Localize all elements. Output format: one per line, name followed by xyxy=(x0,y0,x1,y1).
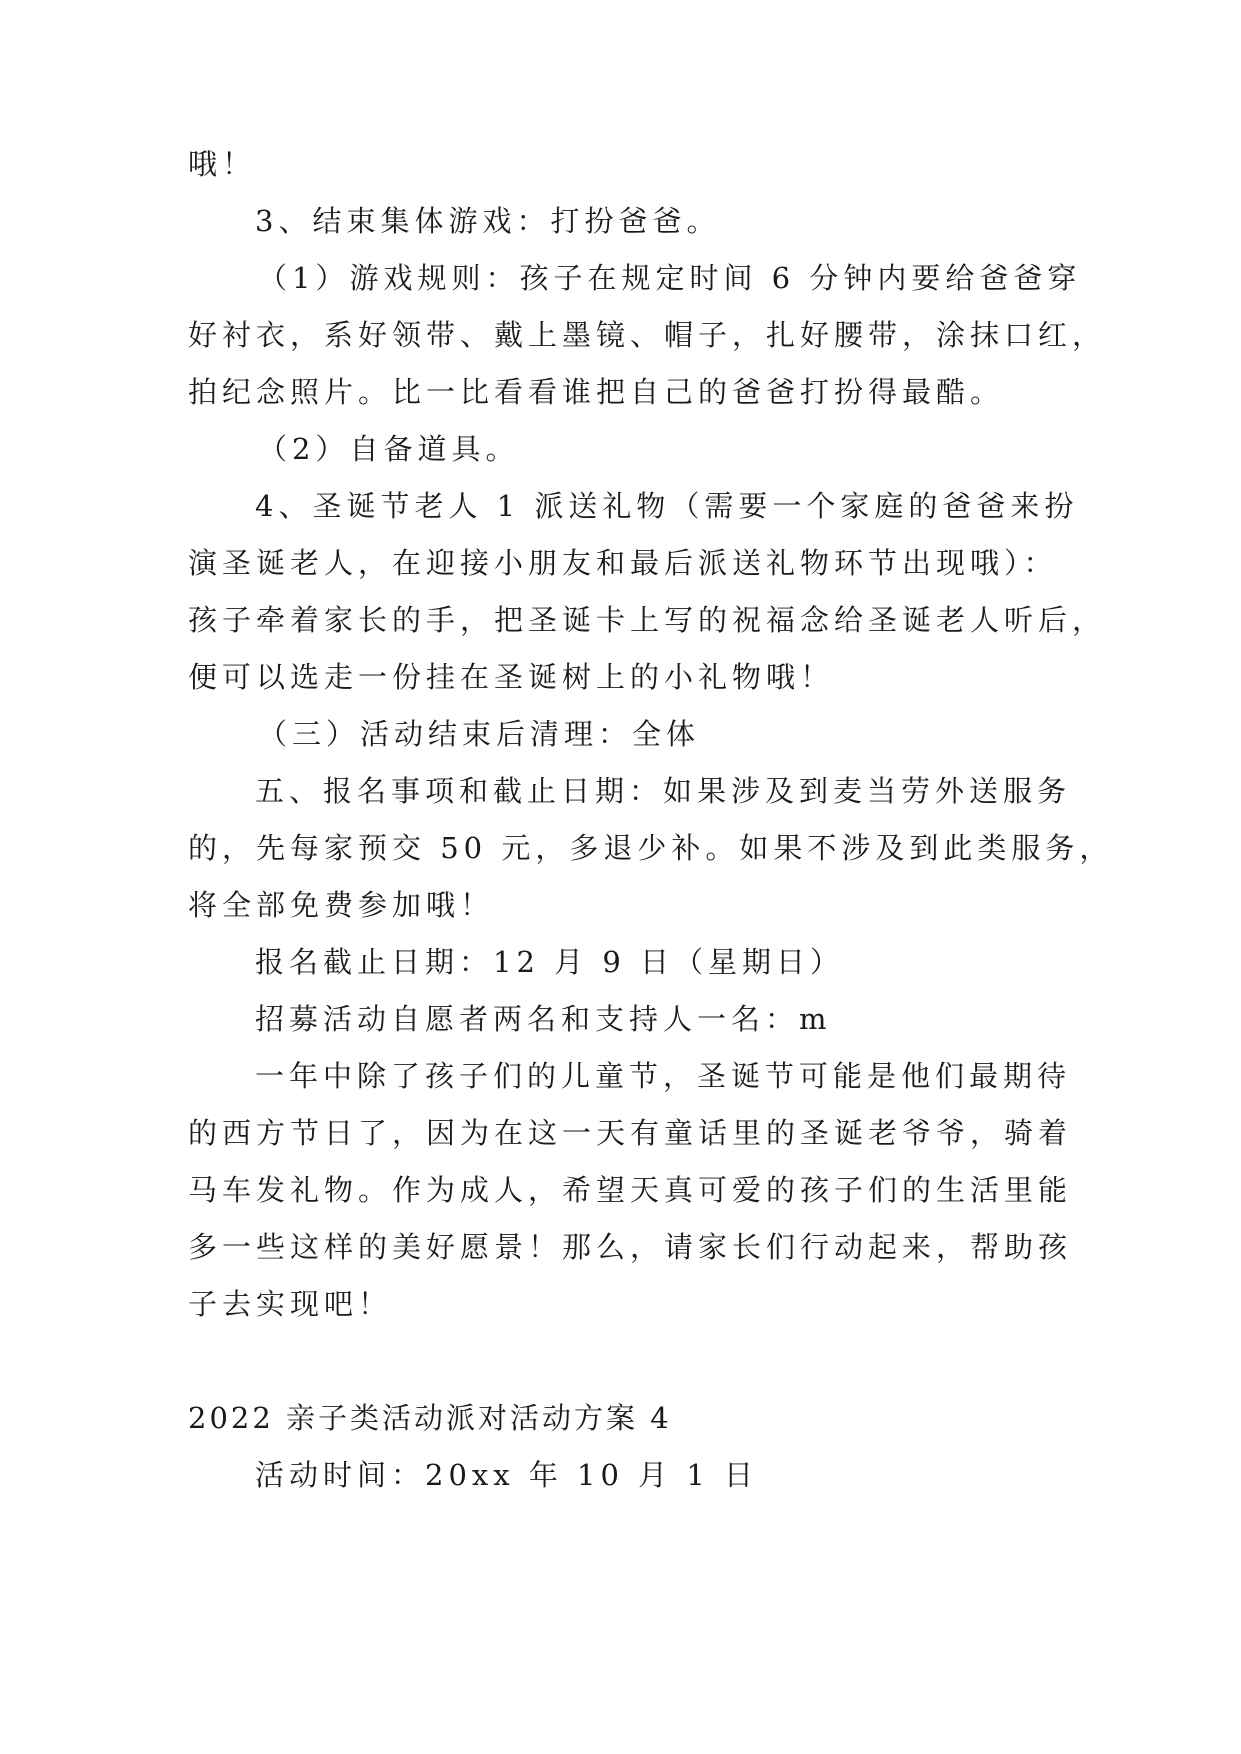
closing-line-2: 的西方节日了，因为在这一天有童话里的圣诞老爷爷，骑着 xyxy=(188,1116,1073,1150)
closing-line-3: 马车发礼物。作为成人，希望天真可爱的孩子们的生活里能 xyxy=(188,1173,1073,1207)
closing-line-4: 多一些这样的美好愿景！那么，请家长们行动起来，帮助孩 xyxy=(188,1230,1073,1264)
cleanup-line: （三）活动结束后清理：全体 xyxy=(258,717,701,751)
activity-time-line: 活动时间：20xx 年 10 月 1 日 xyxy=(255,1458,759,1492)
section-4-line-3: 孩子牵着家长的手，把圣诞卡上写的祝福念给圣诞老人听后， xyxy=(188,603,1107,637)
volunteer-line: 招募活动自愿者两名和支持人一名：m xyxy=(255,1002,832,1036)
section-4-line-4: 便可以选走一份挂在圣诞树上的小礼物哦！ xyxy=(188,660,835,694)
rule-2-line: （2）自备道具。 xyxy=(258,432,520,466)
registration-line-1: 五、报名事项和截止日期：如果涉及到麦当劳外送服务 xyxy=(255,774,1072,808)
registration-line-3: 将全部免费参加哦！ xyxy=(188,888,495,922)
rule-1-line-1: （1）游戏规则：孩子在规定时间 6 分钟内要给爸爸穿 xyxy=(258,261,1082,295)
paragraph-line-continuation: 哦！ xyxy=(188,147,257,181)
deadline-line: 报名截止日期：12 月 9 日（星期日） xyxy=(255,945,845,979)
rule-1-line-3: 拍纪念照片。比一比看看谁把自己的爸爸打扮得最酷。 xyxy=(188,375,1005,409)
section-title: 2022 亲子类活动派对活动方案 4 xyxy=(188,1401,672,1435)
section-4-line-1: 4、圣诞节老人 1 派送礼物（需要一个家庭的爸爸来扮 xyxy=(255,489,1079,523)
closing-line-5: 子去实现吧！ xyxy=(188,1287,393,1321)
rule-1-line-2: 好衬衣，系好领带、戴上墨镜、帽子，扎好腰带，涂抹口红， xyxy=(188,318,1107,352)
closing-line-1: 一年中除了孩子们的儿童节，圣诞节可能是他们最期待 xyxy=(255,1059,1072,1093)
section-3-heading: 3、结束集体游戏：打扮爸爸。 xyxy=(255,204,721,238)
section-4-line-2: 演圣诞老人，在迎接小朋友和最后派送礼物环节出现哦）： xyxy=(188,546,1058,580)
registration-line-2: 的，先每家预交 50 元，多退少补。如果不涉及到此类服务， xyxy=(188,831,1114,865)
